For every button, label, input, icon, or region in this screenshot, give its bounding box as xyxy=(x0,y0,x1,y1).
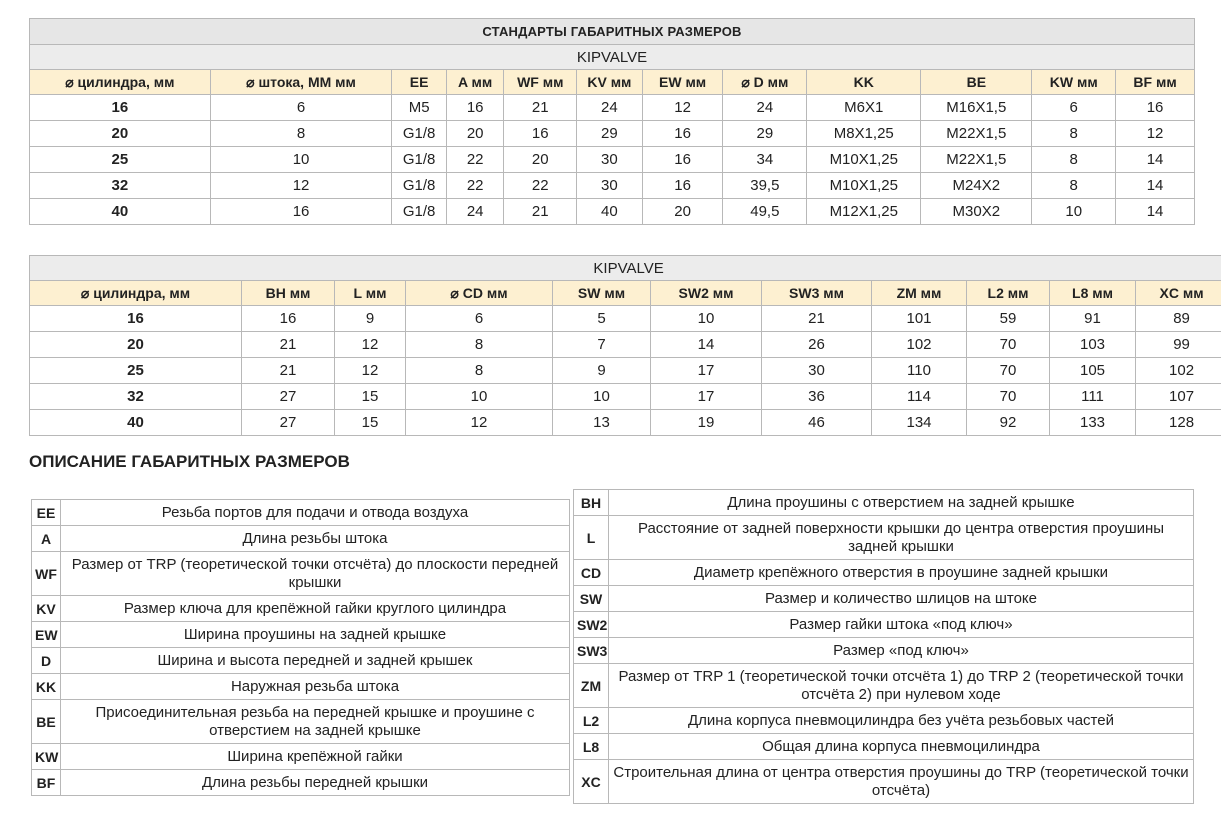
table-cell: 14 xyxy=(651,332,762,358)
description-table-right xyxy=(573,489,1194,804)
dimension-description: Длина резьбы штока xyxy=(61,526,570,552)
dimension-description: Ширина и высота передней и задней крышек xyxy=(61,648,570,674)
table-cell: M10X1,25 xyxy=(807,173,921,199)
dimension-code: SW3 xyxy=(574,638,609,664)
table-cell: 16 xyxy=(642,147,723,173)
table-cell: 12 xyxy=(335,332,406,358)
dimension-description: Диаметр крепёжного отверстия в проушине задней крышки xyxy=(609,560,1194,586)
table-cell: M22X1,5 xyxy=(921,147,1032,173)
table-cell: 24 xyxy=(723,95,807,121)
description-row xyxy=(32,770,570,796)
table-cell: 111 xyxy=(1050,384,1136,410)
dimension-code: D xyxy=(32,648,61,674)
table-row xyxy=(30,147,1195,173)
table-cell: 6 xyxy=(210,95,392,121)
description-row xyxy=(32,526,570,552)
table-cell: 19 xyxy=(651,410,762,436)
dimension-code: CD xyxy=(574,560,609,586)
table-cell: 30 xyxy=(762,358,872,384)
description-row xyxy=(574,638,1194,664)
table-cell: 114 xyxy=(872,384,967,410)
table-cell: 12 xyxy=(406,410,553,436)
table-cell: 8 xyxy=(1032,147,1116,173)
dimension-code: A xyxy=(32,526,61,552)
description-table-left xyxy=(31,499,570,796)
column-header: EW мм xyxy=(642,70,723,95)
table-cell: 29 xyxy=(577,121,643,147)
brand-label: KIPVALVE xyxy=(30,45,1195,70)
brand-label: KIPVALVE xyxy=(30,256,1221,281)
dimension-description: Размер от TRP 1 (теоретической точки отсчёта 1) до TRP 2 (теоретической точки отсчёта 2) при нулевом ходе xyxy=(609,664,1194,708)
dimension-description: Наружная резьба штока xyxy=(61,674,570,700)
table-cell: 12 xyxy=(642,95,723,121)
cylinder-diameter-cell: 32 xyxy=(30,384,242,410)
cylinder-diameter-cell: 16 xyxy=(30,306,242,332)
column-header: ⌀ D мм xyxy=(723,70,807,95)
table-cell: 17 xyxy=(651,384,762,410)
description-row xyxy=(32,700,570,744)
table-cell: 89 xyxy=(1136,306,1221,332)
table-row xyxy=(30,410,1221,436)
description-row xyxy=(32,596,570,622)
table-cell: 21 xyxy=(504,199,577,225)
table-cell: 36 xyxy=(762,384,872,410)
table-cell: M22X1,5 xyxy=(921,121,1032,147)
table-cell: 7 xyxy=(553,332,651,358)
table-cell: 91 xyxy=(1050,306,1136,332)
table-cell: 6 xyxy=(406,306,553,332)
table-cell: 16 xyxy=(210,199,392,225)
table-cell: 107 xyxy=(1136,384,1221,410)
table-cell: 24 xyxy=(446,199,504,225)
table-cell: 102 xyxy=(1136,358,1221,384)
table-cell: 16 xyxy=(1116,95,1195,121)
dimension-code: WF xyxy=(32,552,61,596)
column-header: ZM мм xyxy=(872,281,967,306)
table-cell: 6 xyxy=(1032,95,1116,121)
header-row xyxy=(30,281,1221,306)
table-cell: 29 xyxy=(723,121,807,147)
table-cell: G1/8 xyxy=(392,121,447,147)
table-cell: 24 xyxy=(577,95,643,121)
description-row xyxy=(574,516,1194,560)
table-cell: M16X1,5 xyxy=(921,95,1032,121)
column-header: A мм xyxy=(446,70,504,95)
table-cell: 21 xyxy=(762,306,872,332)
table-cell: 21 xyxy=(242,358,335,384)
dimension-code: BE xyxy=(32,700,61,744)
cylinder-diameter-cell: 32 xyxy=(30,173,211,199)
table-cell: 9 xyxy=(335,306,406,332)
table-cell: 92 xyxy=(967,410,1050,436)
column-header: KK xyxy=(807,70,921,95)
dimension-code: L8 xyxy=(574,734,609,760)
table-cell: 14 xyxy=(1116,199,1195,225)
dimension-code: EE xyxy=(32,500,61,526)
cylinder-diameter-cell: 25 xyxy=(30,147,211,173)
table-cell: 46 xyxy=(762,410,872,436)
table-cell: M12X1,25 xyxy=(807,199,921,225)
dimension-description: Размер от TRP (теоретической точки отсчёта) до плоскости передней крышки xyxy=(61,552,570,596)
dimension-code: XC xyxy=(574,760,609,804)
dimension-code: L2 xyxy=(574,708,609,734)
dimension-code: L xyxy=(574,516,609,560)
table-cell: 5 xyxy=(553,306,651,332)
dimension-description: Размер ключа для крепёжной гайки круглого цилиндра xyxy=(61,596,570,622)
description-row xyxy=(574,612,1194,638)
table-cell: 17 xyxy=(651,358,762,384)
column-header: ⌀ штока, ММ мм xyxy=(210,70,392,95)
table-cell: 8 xyxy=(1032,121,1116,147)
column-header: KW мм xyxy=(1032,70,1116,95)
dimension-code: BH xyxy=(574,490,609,516)
table-cell: 105 xyxy=(1050,358,1136,384)
column-header: SW мм xyxy=(553,281,651,306)
dimension-description: Размер и количество шлицов на штоке xyxy=(609,586,1194,612)
description-row xyxy=(574,586,1194,612)
table-cell: 12 xyxy=(1116,121,1195,147)
description-row xyxy=(32,674,570,700)
column-header: SW3 мм xyxy=(762,281,872,306)
table-cell: 20 xyxy=(504,147,577,173)
dimension-code: SW xyxy=(574,586,609,612)
dimension-code: ZM xyxy=(574,664,609,708)
table-cell: M10X1,25 xyxy=(807,147,921,173)
table-cell: 70 xyxy=(967,332,1050,358)
column-header: ⌀ цилиндра, мм xyxy=(30,70,211,95)
table-cell: 59 xyxy=(967,306,1050,332)
dimension-code: KV xyxy=(32,596,61,622)
description-row xyxy=(574,760,1194,804)
table-cell: 16 xyxy=(446,95,504,121)
table-row xyxy=(30,358,1221,384)
table-cell: 133 xyxy=(1050,410,1136,436)
table-cell: 20 xyxy=(446,121,504,147)
table-row xyxy=(30,306,1221,332)
dimension-description: Длина корпуса пневмоцилиндра без учёта резьбовых частей xyxy=(609,708,1194,734)
table-cell: 34 xyxy=(723,147,807,173)
dimension-description: Размер гайки штока «под ключ» xyxy=(609,612,1194,638)
description-row xyxy=(32,552,570,596)
table-cell: 27 xyxy=(242,384,335,410)
dimension-code: EW xyxy=(32,622,61,648)
table-row xyxy=(30,173,1195,199)
description-row xyxy=(574,664,1194,708)
table-cell: M30X2 xyxy=(921,199,1032,225)
table-cell: 39,5 xyxy=(723,173,807,199)
table-cell: 30 xyxy=(577,147,643,173)
table-row xyxy=(30,384,1221,410)
dimension-description: Строительная длина от центра отверстия проушины до TRP (теоретической точки отсчёта) xyxy=(609,760,1194,804)
dimensions-table-2 xyxy=(29,255,1221,436)
table-row xyxy=(30,95,1195,121)
table-cell: 110 xyxy=(872,358,967,384)
table-cell: 40 xyxy=(577,199,643,225)
table-cell: M6X1 xyxy=(807,95,921,121)
cylinder-diameter-cell: 16 xyxy=(30,95,211,121)
description-heading: ОПИСАНИЕ ГАБАРИТНЫХ РАЗМЕРОВ xyxy=(29,452,350,471)
column-header: L мм xyxy=(335,281,406,306)
table-cell: 13 xyxy=(553,410,651,436)
column-header: EE xyxy=(392,70,447,95)
dimension-description: Ширина проушины на задней крышке xyxy=(61,622,570,648)
column-header: BH мм xyxy=(242,281,335,306)
table-cell: 99 xyxy=(1136,332,1221,358)
dimension-description: Размер «под ключ» xyxy=(609,638,1194,664)
dimension-code: KK xyxy=(32,674,61,700)
table-cell: 70 xyxy=(967,384,1050,410)
table-cell: 26 xyxy=(762,332,872,358)
table-cell: M8X1,25 xyxy=(807,121,921,147)
table-cell: 134 xyxy=(872,410,967,436)
table-cell: 8 xyxy=(1032,173,1116,199)
description-row xyxy=(32,648,570,674)
dimension-description: Общая длина корпуса пневмоцилиндра xyxy=(609,734,1194,760)
description-row xyxy=(32,500,570,526)
table-cell: G1/8 xyxy=(392,199,447,225)
cylinder-diameter-cell: 40 xyxy=(30,410,242,436)
cylinder-diameter-cell: 25 xyxy=(30,358,242,384)
table-cell: 14 xyxy=(1116,173,1195,199)
table-cell: 12 xyxy=(335,358,406,384)
column-header: ⌀ цилиндра, мм xyxy=(30,281,242,306)
description-row xyxy=(32,744,570,770)
cylinder-diameter-cell: 20 xyxy=(30,121,211,147)
dimension-description: Резьба портов для подачи и отвода воздуха xyxy=(61,500,570,526)
column-header: WF мм xyxy=(504,70,577,95)
table-cell: 49,5 xyxy=(723,199,807,225)
table-cell: 8 xyxy=(406,358,553,384)
table-cell: 16 xyxy=(642,173,723,199)
table-cell: 15 xyxy=(335,384,406,410)
column-header: BE xyxy=(921,70,1032,95)
description-row xyxy=(32,622,570,648)
table-cell: 70 xyxy=(967,358,1050,384)
description-row xyxy=(574,734,1194,760)
table-cell: G1/8 xyxy=(392,147,447,173)
dimension-description: Присоединительная резьба на передней крышке и проушине с отверстием на задней крышке xyxy=(61,700,570,744)
table-cell: 21 xyxy=(242,332,335,358)
dimension-code: BF xyxy=(32,770,61,796)
table-cell: 128 xyxy=(1136,410,1221,436)
table-cell: 10 xyxy=(406,384,553,410)
table-cell: 10 xyxy=(651,306,762,332)
dimension-description: Расстояние от задней поверхности крышки до центра отверстия проушины задней крышки xyxy=(609,516,1194,560)
table-title: СТАНДАРТЫ ГАБАРИТНЫХ РАЗМЕРОВ xyxy=(30,19,1195,45)
table-cell: 10 xyxy=(1032,199,1116,225)
table-cell: G1/8 xyxy=(392,173,447,199)
table-cell: 22 xyxy=(446,173,504,199)
column-header: XC мм xyxy=(1136,281,1221,306)
dimension-code: SW2 xyxy=(574,612,609,638)
table-cell: 12 xyxy=(210,173,392,199)
table-cell: 15 xyxy=(335,410,406,436)
description-row xyxy=(574,560,1194,586)
dimension-description: Ширина крепёжной гайки xyxy=(61,744,570,770)
table-cell: 27 xyxy=(242,410,335,436)
cylinder-diameter-cell: 20 xyxy=(30,332,242,358)
table-cell: 10 xyxy=(553,384,651,410)
table-cell: 16 xyxy=(504,121,577,147)
table-cell: 101 xyxy=(872,306,967,332)
description-row xyxy=(574,708,1194,734)
table-cell: 20 xyxy=(642,199,723,225)
header-row xyxy=(30,70,1195,95)
column-header: L8 мм xyxy=(1050,281,1136,306)
table-row xyxy=(30,332,1221,358)
table-cell: 16 xyxy=(242,306,335,332)
dimension-description: Длина резьбы передней крышки xyxy=(61,770,570,796)
table-cell: M24X2 xyxy=(921,173,1032,199)
table-cell: 8 xyxy=(210,121,392,147)
table-row xyxy=(30,199,1195,225)
table-cell: 22 xyxy=(504,173,577,199)
table-cell: 102 xyxy=(872,332,967,358)
column-header: BF мм xyxy=(1116,70,1195,95)
dimension-code: KW xyxy=(32,744,61,770)
table-cell: 30 xyxy=(577,173,643,199)
cylinder-diameter-cell: 40 xyxy=(30,199,211,225)
table-cell: 14 xyxy=(1116,147,1195,173)
description-row xyxy=(574,490,1194,516)
table-cell: 8 xyxy=(406,332,553,358)
table-cell: 22 xyxy=(446,147,504,173)
dimensions-table-1 xyxy=(29,18,1195,225)
column-header: KV мм xyxy=(577,70,643,95)
table-row xyxy=(30,121,1195,147)
dimension-description: Длина проушины с отверстием на задней крышке xyxy=(609,490,1194,516)
table-cell: 21 xyxy=(504,95,577,121)
column-header: ⌀ CD мм xyxy=(406,281,553,306)
table-cell: 10 xyxy=(210,147,392,173)
table-cell: 16 xyxy=(642,121,723,147)
column-header: SW2 мм xyxy=(651,281,762,306)
table-cell: 9 xyxy=(553,358,651,384)
table-cell: M5 xyxy=(392,95,447,121)
table-cell: 103 xyxy=(1050,332,1136,358)
column-header: L2 мм xyxy=(967,281,1050,306)
